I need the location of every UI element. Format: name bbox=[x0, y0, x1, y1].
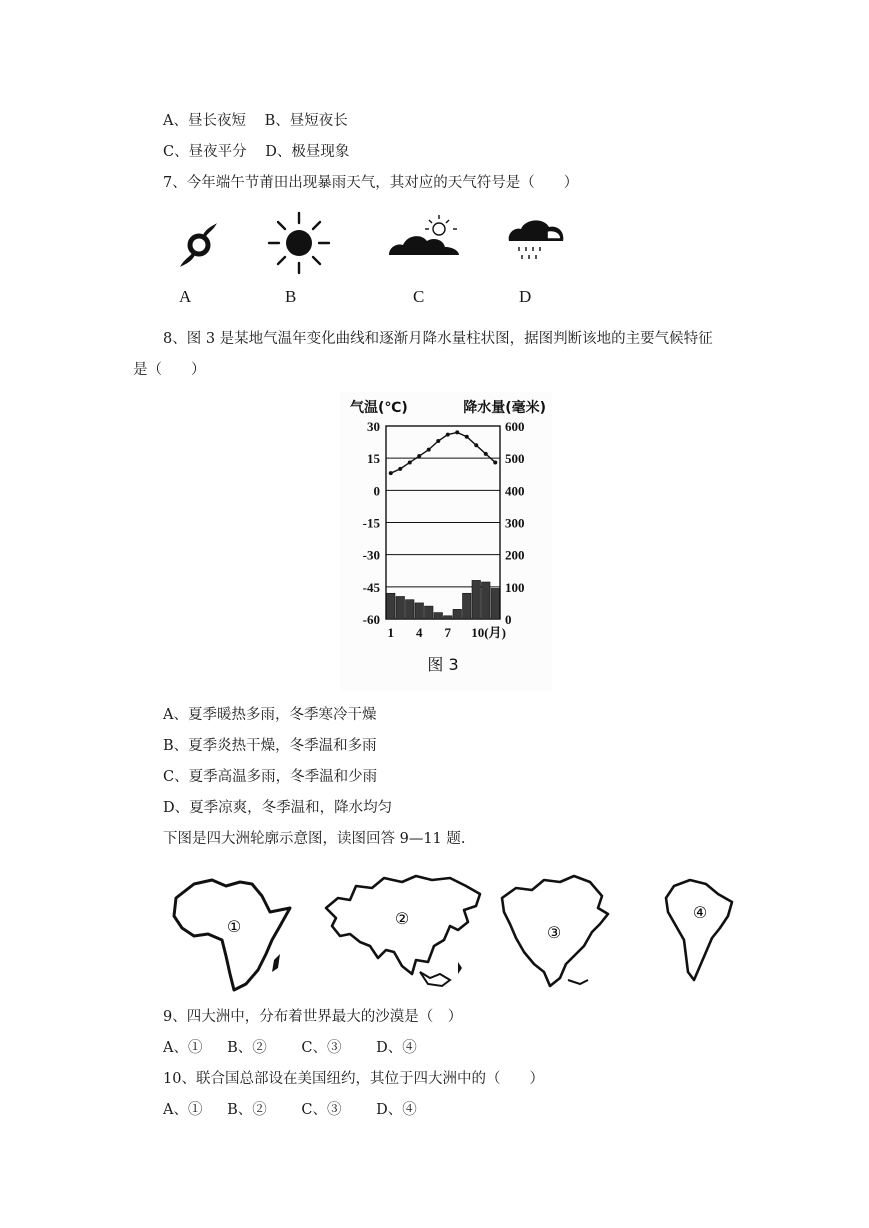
right-tick-label: 400 bbox=[505, 483, 525, 499]
rainstorm-icon bbox=[503, 211, 567, 267]
q6-option-b: B、昼短夜长 bbox=[264, 113, 348, 129]
q6-options-row-1 bbox=[163, 111, 348, 131]
precip-bar bbox=[463, 593, 472, 619]
temperature-point bbox=[465, 435, 469, 439]
precip-bar bbox=[472, 580, 481, 619]
continent-label-4: ④ bbox=[692, 903, 708, 922]
cloudy-with-sun-icon bbox=[385, 209, 465, 269]
precip-bar bbox=[453, 609, 462, 619]
x-tick-label: 10(月) bbox=[471, 625, 506, 640]
weather-label-a: A bbox=[179, 287, 192, 306]
temperature-point bbox=[455, 430, 459, 434]
q7-stem: 7、今年端午节莆田出现暴雨天气，其对应的天气符号是（ ） bbox=[163, 175, 579, 191]
x-tick-label: 1 bbox=[387, 625, 394, 640]
precip-bar bbox=[425, 606, 434, 619]
left-axis-title: 气温(℃) bbox=[350, 400, 408, 416]
q8-stem-line-1: 8、图 3 是某地气温年变化曲线和逐渐月降水量柱状图，据图判断该地的主要气候特征 bbox=[163, 331, 713, 347]
q6-options-row-2 bbox=[163, 142, 349, 162]
q9-option-b: B、② bbox=[227, 1040, 267, 1056]
temperature-point bbox=[436, 439, 440, 443]
left-tick-label: -45 bbox=[362, 579, 380, 595]
continents-intro: 下图是四大洲轮廓示意图，读图回答 9—11 题. bbox=[163, 831, 466, 847]
x-tick-label: 4 bbox=[416, 625, 423, 640]
right-tick-label: 600 bbox=[505, 419, 525, 434]
temperature-point bbox=[484, 452, 488, 456]
south-america-outline bbox=[660, 876, 740, 982]
left-tick-label: 15 bbox=[367, 451, 380, 467]
temperature-point bbox=[427, 448, 431, 452]
q8-option-a: A、夏季暖热多雨，冬季寒冷干燥 bbox=[163, 707, 377, 723]
q6-option-d: D、极昼现象 bbox=[265, 144, 350, 160]
right-axis-title: 降水量(毫米) bbox=[463, 400, 546, 416]
continent-label-2: ② bbox=[394, 909, 410, 928]
left-tick-label: -30 bbox=[362, 547, 380, 563]
q9-option-d: D、④ bbox=[376, 1040, 417, 1056]
weather-label-c: C bbox=[413, 287, 425, 306]
temperature-point bbox=[408, 460, 412, 464]
precip-bar bbox=[387, 593, 396, 619]
q9-options bbox=[163, 1038, 417, 1058]
q10-option-d: D、④ bbox=[376, 1102, 417, 1118]
temperature-point bbox=[398, 467, 402, 471]
left-tick-label: -60 bbox=[362, 612, 380, 627]
right-tick-label: 200 bbox=[505, 547, 525, 563]
q10-option-a: A、① bbox=[163, 1102, 203, 1118]
q8-stem-line-2: 是（ ） bbox=[133, 362, 206, 378]
q10-stem: 10、联合国总部设在美国纽约，其位于四大洲中的（ ） bbox=[163, 1071, 544, 1087]
chart-caption: 图 3 bbox=[427, 655, 459, 674]
typhoon-icon bbox=[177, 221, 221, 269]
x-tick-label: 7 bbox=[444, 625, 451, 640]
temperature-point bbox=[417, 454, 421, 458]
q10-option-c: C、③ bbox=[301, 1102, 342, 1118]
continent-label-1: ① bbox=[226, 917, 242, 936]
continent-label-3: ③ bbox=[546, 923, 562, 942]
precip-bar bbox=[444, 616, 453, 619]
q6-option-c: C、昼夜平分 bbox=[163, 144, 247, 160]
precip-bar bbox=[482, 582, 491, 619]
continents-figure bbox=[160, 862, 752, 1000]
climate-chart-svg bbox=[340, 392, 552, 690]
right-tick-label: 100 bbox=[505, 579, 525, 595]
weather-label-b: B bbox=[285, 287, 297, 306]
right-tick-label: 300 bbox=[505, 515, 525, 531]
left-tick-label: 30 bbox=[367, 419, 380, 434]
q9-option-c: C、③ bbox=[301, 1040, 342, 1056]
precip-bar bbox=[415, 603, 424, 619]
temperature-point bbox=[446, 433, 450, 437]
right-tick-label: 0 bbox=[505, 612, 512, 627]
temperature-point bbox=[493, 460, 497, 464]
q10-option-b: B、② bbox=[227, 1102, 267, 1118]
africa-outline bbox=[166, 872, 300, 994]
weather-label-d: D bbox=[519, 287, 532, 306]
precip-bar bbox=[406, 600, 415, 619]
left-tick-label: 0 bbox=[373, 483, 380, 499]
q9-option-a: A、① bbox=[163, 1040, 203, 1056]
q10-options bbox=[163, 1100, 417, 1120]
temperature-point bbox=[389, 471, 393, 475]
temperature-point bbox=[474, 443, 478, 447]
q8-option-d: D、夏季凉爽，冬季温和，降水均匀 bbox=[163, 800, 393, 816]
q8-option-b: B、夏季炎热干燥，冬季温和多雨 bbox=[163, 738, 377, 754]
precip-bar bbox=[491, 588, 500, 619]
right-tick-label: 500 bbox=[505, 451, 525, 467]
precip-bar bbox=[434, 613, 443, 619]
q9-stem: 9、四大洲中，分布着世界最大的沙漠是（ ） bbox=[163, 1009, 463, 1025]
asia-outline bbox=[320, 868, 490, 996]
precip-bar bbox=[396, 596, 405, 619]
sunny-icon bbox=[267, 211, 331, 275]
left-tick-label: -15 bbox=[362, 515, 380, 531]
temperature-line bbox=[391, 432, 496, 473]
q8-option-c: C、夏季高温多雨，冬季温和少雨 bbox=[163, 769, 378, 785]
climate-chart bbox=[340, 392, 552, 690]
weather-symbols-figure bbox=[163, 205, 593, 317]
north-america-outline bbox=[494, 868, 618, 996]
q6-option-a: A、昼长夜短 bbox=[163, 113, 246, 129]
